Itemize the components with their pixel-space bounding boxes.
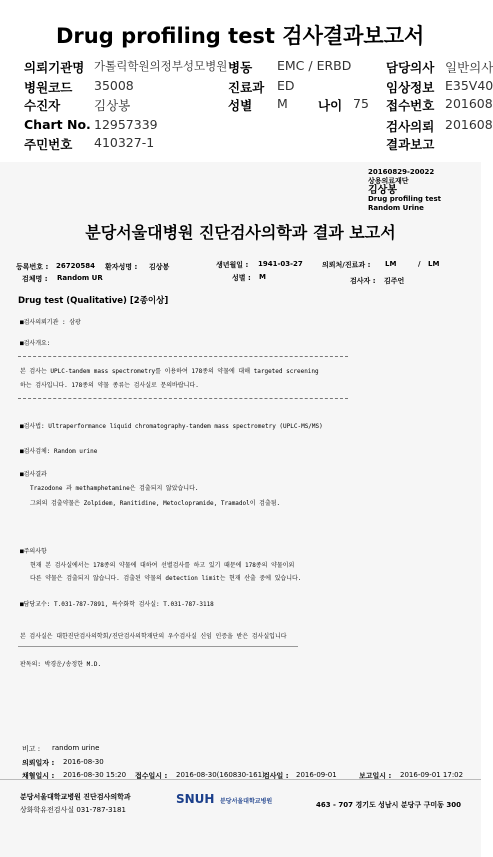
report-time-label: 보고일시 : [359,772,392,780]
method-line: ■검사법: Ultraperformance liquid chromatography-tandem mass spectrometry (UPLC-MS/MS) [20,423,323,430]
value-sex: M [277,96,288,111]
label-request-date: 검사의뢰 [386,119,435,134]
dob-label: 생년월일 : [216,261,249,269]
exam-date-value: 2016-09-01 [296,771,337,779]
label-chart-no: Chart No. [24,117,91,132]
value-hospital-code: 35008 [94,78,134,93]
dept-separator: / [418,260,421,268]
result-heading: ■검사결과 [20,471,47,478]
specimen-code: 20160829-20022 [368,168,435,176]
agency-line: ■검사의뢰기관 : 삼광 [20,319,81,326]
snuh-logo-subtitle: 분당서울대학교병원 [220,798,273,805]
footer-org: 분당서울대학교병원 진단검사의학과 [20,793,131,801]
label-clinical-info: 임상정보 [386,80,435,95]
specimen-label: 검체명 : [22,275,48,283]
value-resident-no: 410327-1 [94,135,155,150]
label-resident-no: 주민번호 [24,137,73,152]
label-sex: 성별 [228,98,253,113]
value-patient: 김상봉 [94,98,131,113]
label-dept: 진료과 [228,80,265,95]
value-doctor: 일반의사 [445,60,493,75]
report-time-value: 2016-09-01 17:02 [400,771,464,779]
divider [18,398,348,399]
value-agency: 가톨릭학원의정부성모병원 [94,59,228,73]
label-patient-name: 김상봉 [368,185,397,196]
sex-value: M [259,273,266,281]
header-row [0,135,481,155]
certification-line: 본 검사실은 대한진단검사의학회/진단검사의학재단의 우수검사실 신임 인증을 받은 검사실입니다 [20,633,287,640]
result-text-1: Trazodone 과 methamphetamine은 검출되지 않았습니다. [30,485,199,492]
caution-text-2: 다른 약물은 검출되지 않습니다. 검출된 약물의 detection limit는 현재 산출 중에 있습니다. [30,575,302,582]
label-age: 나이 [318,98,343,113]
received-time-label: 접수일시 : [135,772,168,780]
label-test-name: Drug profiling test [368,195,441,203]
foundation-name: 상용의료재단 [368,177,409,185]
label-doctor: 담당의사 [386,60,435,75]
value-ward: EMC / ERBD [277,58,352,73]
result-text-2: 그외의 검출약물은 Zolpidem, Ranitidine, Metoclopramide, Tramadol이 검출됨. [30,500,281,507]
header-row [0,96,493,116]
divider [18,356,348,357]
header-row [0,78,493,98]
report-title: Drug profiling test 검사결과보고서 [56,24,425,48]
tester-label: 검사자 : [350,277,376,285]
value-age: 75 [353,96,369,111]
exam-date-label: 검사일 : [263,772,289,780]
header-row [0,117,493,137]
received-time-value: 2016-08-30(160830-161) [176,771,265,779]
patient-name-label: 환자성명 : [105,263,138,271]
reg-no-label: 등록번호 : [16,263,49,271]
request-date-value: 2016-08-30 [63,758,104,766]
report-header [0,0,493,160]
overview-text-2: 하는 검사입니다. 178종의 약물 종류는 검사실로 문의바랍니다. [20,382,199,389]
tester-value: 김주언 [384,277,405,285]
caution-text-1: 현재 본 검사실에서는 178종의 약물에 대하여 선별검사를 하고 있기 때문에 178종의 약물이외 [30,562,295,569]
label-hospital-code: 병원코드 [24,80,73,95]
section-title: Drug test (Qualitative) [2종이상] [18,296,169,306]
collection-time-value: 2016-08-30 15:20 [63,771,127,779]
value-request-date: 201608 [445,117,493,132]
footer-divider [0,779,481,780]
overview-heading: ■검사개요: [20,340,51,347]
sex-label: 성별 : [232,274,251,282]
dept-value-1: LM [385,260,397,268]
label-agency: 의뢰기관명 [24,60,85,75]
value-accession: 201608 [445,96,493,111]
caution-heading: ■주의사항 [20,548,47,555]
dept-label: 의뢰처/진료과 : [322,261,371,269]
top-right-label [368,168,441,213]
divider [18,646,298,647]
patient-name-value: 김상봉 [149,263,170,271]
dept-value-2: LM [428,260,440,268]
dob-value: 1941-03-27 [258,260,303,268]
remarks-value: random urine [52,744,100,752]
hospital-report-title: 분당서울대병원 진단검사의학과 결과 보고서 [85,223,396,242]
label-result-report: 결과보고 [386,137,435,152]
specimen-line: ■검사검체: Random urine [20,448,98,455]
specimen-value: Random UR [57,274,103,282]
reader-line: 판독의: 박경운/송정한 M.D. [20,661,102,668]
snuh-logo: SNUH [176,792,215,806]
label-ward: 병동 [228,60,253,75]
request-date-label: 의뢰일자 : [22,759,55,767]
footer-address: 463 - 707 경기도 성남시 분당구 구미동 300 [316,801,461,809]
contact-line: ■담당교수: T.031-787-7891, 특수화학 검사실: T.031-787-3118 [20,601,214,608]
reg-no-value: 26720584 [56,262,95,270]
remarks-label: 비고 : [22,745,41,753]
label-specimen: Random Urine [368,204,424,212]
header-row [0,58,493,78]
value-dept: ED [277,78,295,93]
label-accession: 접수번호 [386,98,435,113]
value-chart-no: 12957339 [94,117,158,132]
collection-time-label: 채혈일시 : [22,772,55,780]
footer-lab-phone: 상화학유전검사실 031-787-3181 [20,806,126,814]
value-clinical-info: E35V40 [445,78,493,93]
label-patient: 수진자 [24,98,61,113]
overview-text-1: 본 검사는 UPLC-tandem mass spectrometry를 이용하여 178종의 약물에 대해 targeted screening [20,368,319,375]
scanned-report [0,162,481,857]
